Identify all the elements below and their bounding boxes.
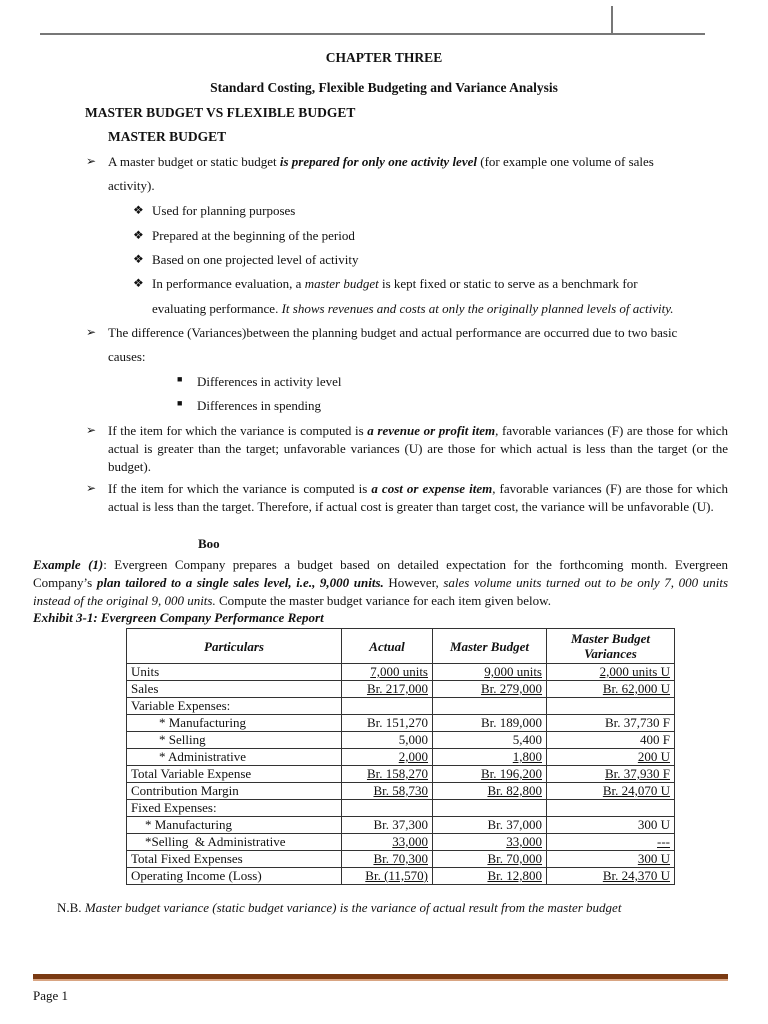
diamond-bullet-icon: ❖ xyxy=(133,276,144,290)
header-rule xyxy=(40,33,705,35)
arrow-bullet-icon: ➢ xyxy=(86,325,97,339)
cell-value: Br. 37,300 xyxy=(373,817,428,832)
nb-note xyxy=(57,900,621,916)
row-value xyxy=(433,715,547,732)
paragraph-continuation: activity). xyxy=(108,178,155,193)
cell-value: Br. (11,570) xyxy=(365,868,428,883)
cell-value: Br. 37,000 xyxy=(487,817,542,832)
row-value xyxy=(433,664,547,681)
table-row xyxy=(127,766,675,783)
cause-item: Differences in spending xyxy=(197,398,321,413)
cell-value: Br. 12,800 xyxy=(487,868,542,883)
text-segment: Prepared at the beginning of the period xyxy=(152,228,355,243)
square-bullet-icon: ■ xyxy=(177,374,183,384)
sub-bullet-continuation xyxy=(152,297,674,321)
sub-bullet xyxy=(152,199,295,223)
exhibit-title: Exhibit 3-1: Evergreen Company Performance Report xyxy=(33,610,324,625)
table-row xyxy=(127,868,675,885)
sub-bullet xyxy=(152,248,358,272)
cell-value: Br. 37,730 F xyxy=(604,715,670,730)
text-segment: Example (1) xyxy=(33,557,104,572)
row-value xyxy=(433,749,547,766)
text-segment: Master budget variance (static budget variance) is the variance of actual result from the master budget xyxy=(84,900,622,915)
row-value xyxy=(342,766,433,783)
row-value xyxy=(342,800,433,817)
cell-value: Br. 151,270 xyxy=(366,715,428,730)
row-value xyxy=(342,715,433,732)
cell-value: Br. 24,070 U xyxy=(602,783,670,798)
text-segment: If the item for which the variance is computed is xyxy=(108,423,368,438)
table-row xyxy=(127,681,675,698)
stray-text: Boo xyxy=(198,536,220,551)
diamond-bullet-icon: ❖ xyxy=(133,252,144,266)
text-segment: a revenue or profit item xyxy=(367,423,496,438)
table-row xyxy=(127,817,675,834)
row-value xyxy=(547,698,675,715)
text-segment: : Evergreen Company prepares a budget based on detailed expectation for the forthcoming month. Evergreen Company’s xyxy=(33,557,728,590)
text-segment: is kept fixed or static to serve as a benchmark for xyxy=(378,276,638,291)
row-label: *Selling & Administrative xyxy=(127,834,342,851)
subsection-heading: MASTER BUDGET xyxy=(108,129,227,144)
row-value xyxy=(433,783,547,800)
performance-report-table xyxy=(126,628,675,885)
row-value xyxy=(342,698,433,715)
text-segment: In performance evaluation, a xyxy=(152,276,305,291)
row-value xyxy=(433,868,547,885)
cell-value: 400 F xyxy=(640,732,670,747)
cell-value: 5,000 xyxy=(398,732,428,747)
cell-value: 2,000 xyxy=(398,749,428,764)
paragraph-variances xyxy=(108,321,677,345)
paragraph-revenue-item xyxy=(108,422,728,476)
row-value xyxy=(433,766,547,783)
row-value xyxy=(547,783,675,800)
row-value xyxy=(547,715,675,732)
cell-value: Br. 62,000 U xyxy=(602,681,670,696)
table-row xyxy=(127,749,675,766)
row-value xyxy=(547,749,675,766)
text-segment: is prepared for only one activity level xyxy=(279,154,477,169)
table-row xyxy=(127,800,675,817)
arrow-bullet-icon: ➢ xyxy=(86,423,97,437)
table-row xyxy=(127,664,675,681)
row-value xyxy=(547,732,675,749)
cell-value: Br. 70,300 xyxy=(373,851,428,866)
page-number: Page 1 xyxy=(33,988,69,1003)
row-value xyxy=(547,766,675,783)
text-segment: sales volume units turned out to be only 7, 000 units instead of the original 9, 000 units. xyxy=(33,575,729,608)
sub-bullet xyxy=(152,272,638,296)
row-value xyxy=(433,732,547,749)
row-value xyxy=(433,834,547,851)
text-segment: master budget xyxy=(304,276,379,291)
cause-item: Differences in activity level xyxy=(197,374,342,389)
footer-rule xyxy=(33,974,728,981)
diamond-bullet-icon: ❖ xyxy=(133,203,144,217)
text-segment: The difference (Variances)between the planning budget and actual performance are occurred due to two basic xyxy=(108,325,678,340)
cell-value: Br. 24,370 U xyxy=(602,868,670,883)
row-value xyxy=(342,834,433,851)
text-segment: a cost or expense item xyxy=(371,481,493,496)
row-label: * Manufacturing xyxy=(127,715,342,732)
row-label: * Manufacturing xyxy=(127,817,342,834)
text-segment: plan tailored to a single sales level, i.e., 9,000 units. xyxy=(96,575,384,590)
cell-value: Br. 158,270 xyxy=(366,766,428,781)
cell-value: 7,000 units xyxy=(370,664,428,679)
row-value xyxy=(547,681,675,698)
arrow-bullet-icon: ➢ xyxy=(86,481,97,495)
row-label: Contribution Margin xyxy=(127,783,342,800)
row-label: Variable Expenses: xyxy=(127,698,342,715)
row-label: Total Variable Expense xyxy=(127,766,342,783)
cell-value: 33,000 xyxy=(392,834,428,849)
table-header-row xyxy=(127,629,675,664)
text-segment: A master budget or static budget xyxy=(108,154,280,169)
text-segment: Compute the master budget variance for each item given below. xyxy=(215,593,551,608)
cell-value: Br. 217,000 xyxy=(366,681,428,696)
arrow-bullet-icon: ➢ xyxy=(86,154,97,168)
cell-value: Br. 58,730 xyxy=(373,783,428,798)
table-row xyxy=(127,783,675,800)
paragraph-continuation: causes: xyxy=(108,349,146,364)
example-paragraph xyxy=(33,556,728,610)
column-header: Particulars xyxy=(127,629,342,664)
cell-value: 2,000 units U xyxy=(599,664,670,679)
header-tick xyxy=(611,6,613,34)
row-value xyxy=(547,664,675,681)
row-label: Operating Income (Loss) xyxy=(127,868,342,885)
text-segment: , favorable variances (F) are those for which actual is less than the target. Therefore, if actual cost is greater than target cost, the variance will be unfavorable (U). xyxy=(108,481,728,514)
row-value xyxy=(342,817,433,834)
row-label: Fixed Expenses: xyxy=(127,800,342,817)
column-header: Actual xyxy=(342,629,433,664)
row-value xyxy=(433,681,547,698)
row-value xyxy=(433,851,547,868)
diamond-bullet-icon: ❖ xyxy=(133,228,144,242)
row-value xyxy=(433,800,547,817)
chapter-subtitle: Standard Costing, Flexible Budgeting and Variance Analysis xyxy=(210,80,558,95)
table-row xyxy=(127,698,675,715)
cell-value: 200 U xyxy=(637,749,670,764)
cell-value: 1,800 xyxy=(512,749,542,764)
cell-value: 300 U xyxy=(637,817,670,832)
row-label: Units xyxy=(127,664,342,681)
cell-value: Br. 189,000 xyxy=(480,715,542,730)
cell-value: 33,000 xyxy=(506,834,542,849)
text-segment: , favorable variances (F) are those for which actual is greater than the target; unfavorable variances (U) are those for which actual is less than the target (or the budget). xyxy=(108,423,728,474)
row-value xyxy=(547,868,675,885)
square-bullet-icon: ■ xyxy=(177,398,183,408)
row-value xyxy=(547,834,675,851)
row-value xyxy=(547,800,675,817)
row-value xyxy=(342,681,433,698)
column-header: Master Budget xyxy=(433,629,547,664)
cell-value: 9,000 units xyxy=(484,664,542,679)
table-row xyxy=(127,715,675,732)
cell-value: 5,400 xyxy=(512,732,542,747)
cell-value: Br. 82,800 xyxy=(487,783,542,798)
text-segment: Based on one projected level of activity xyxy=(152,252,359,267)
cell-value: Br. 70,000 xyxy=(487,851,542,866)
row-value xyxy=(342,851,433,868)
row-label: * Administrative xyxy=(127,749,342,766)
cell-value: Br. 196,200 xyxy=(480,766,542,781)
text-segment: It shows revenues and costs at only the originally planned levels of activity. xyxy=(281,301,674,316)
row-value xyxy=(342,783,433,800)
text-segment: N.B. xyxy=(57,900,85,915)
text-segment: If the item for which the variance is computed is xyxy=(108,481,372,496)
row-value xyxy=(342,868,433,885)
paragraph-cost-item xyxy=(108,480,728,516)
row-value xyxy=(433,698,547,715)
text-segment: Used for planning purposes xyxy=(152,203,296,218)
text-segment: (for example one volume of sales xyxy=(476,154,654,169)
row-value xyxy=(342,664,433,681)
section-heading: MASTER BUDGET VS FLEXIBLE BUDGET xyxy=(85,105,356,120)
text-segment: However, xyxy=(383,575,444,590)
chapter-title: CHAPTER THREE xyxy=(325,50,443,65)
row-value xyxy=(433,817,547,834)
row-label: * Selling xyxy=(127,732,342,749)
table-row xyxy=(127,851,675,868)
row-value xyxy=(547,817,675,834)
text-segment: evaluating performance. xyxy=(152,301,282,316)
sub-bullet xyxy=(152,224,355,248)
cell-value: 300 U xyxy=(637,851,670,866)
row-label: Total Fixed Expenses xyxy=(127,851,342,868)
row-value xyxy=(547,851,675,868)
cell-value: Br. 279,000 xyxy=(480,681,542,696)
row-value xyxy=(342,749,433,766)
paragraph-master-budget xyxy=(108,150,654,174)
table-row xyxy=(127,732,675,749)
table-row xyxy=(127,834,675,851)
row-value xyxy=(342,732,433,749)
cell-value: --- xyxy=(657,834,670,849)
row-label: Sales xyxy=(127,681,342,698)
column-header: Master Budget Variances xyxy=(547,629,675,664)
cell-value: Br. 37,930 F xyxy=(604,766,670,781)
